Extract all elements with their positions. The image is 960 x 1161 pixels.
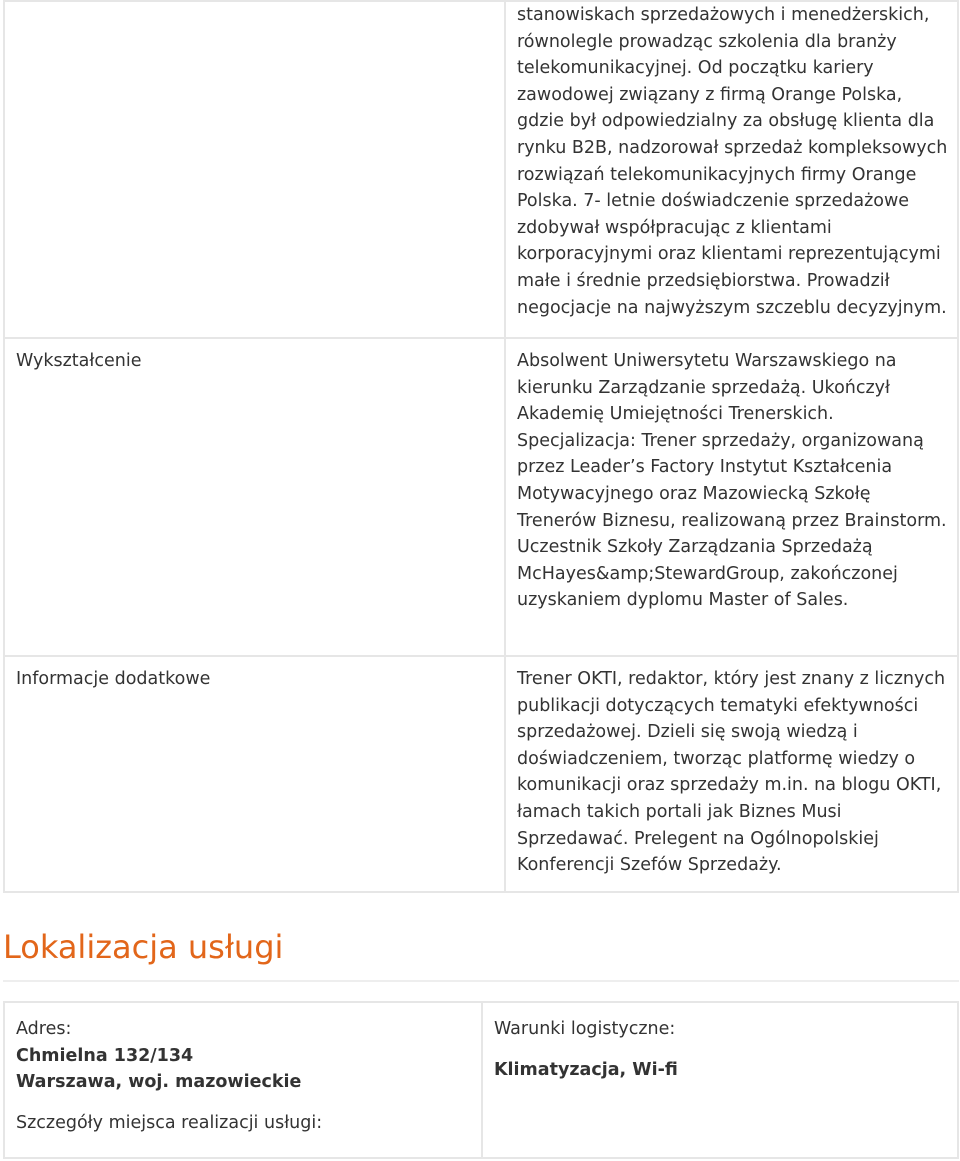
row-label-additional-info: Informacje dodatkowe [4,656,505,892]
table-row-education [4,338,958,656]
address-city: Warszawa, woj. mazowieckie [16,1072,302,1093]
table-row-experience [4,1,958,338]
logistics-label: Warunki logistyczne: [494,1019,676,1039]
table-row-additional-info [4,656,958,892]
location-box [3,1001,959,1159]
row-value-experience: stanowiskach sprzedażowych i menedżerskich, równolegle prowadząc szkolenia dla branży telekomunikacyjnej. Od początku kariery zawodowej związany z firmą Orange Polska, gdzie był odpowiedzialny za obsługę klienta dla rynku B2B, nadzorował sprzedaż kompleksowych rozwiązań telekomunikacyjnych firmy Orange Polska. 7- letnie doświadczenie sprzedażowe zdobywał współpracując z klientami korporacyjnymi oraz klientami reprezentującymi małe i średnie przedsiębiorstwa. Prowadził negocjacje na najwyższym szczeblu decyzyjnym. [505,1,958,338]
row-value-education: Absolwent Uniwersytetu Warszawskiego na kierunku Zarządzanie sprzedażą. Ukończył Akademię Umiejętności Trenerskich. Specjalizacja: Trener sprzedaży, organizowaną przez Leader’s Factory Instytut Kształcenia Motywacyjnego oraz Mazowiecką Szkołę Trenerów Biznesu, realizowaną przez Brainstorm. Uczestnik Szkoły Zarządzania Sprzedażą McHayes&amp;StewardGroup, zakończonej uzyskaniem dyplomu Master of Sales. [505,338,958,656]
section-divider [3,980,959,982]
address-street: Chmielna 132/134 [16,1045,194,1066]
logistics-column [483,1003,957,1157]
row-value-additional-info: Trener OKTI, redaktor, który jest znany z licznych publikacji dotyczących tematyki efektywności sprzedażowej. Dzieli się swoją wiedzą i doświadczeniem, tworząc platformę wiedzy o komunikacji oraz sprzedaży m.in. na blogu OKTI, łamach takich portali jak Biznes Musi Sprzedawać. Prelegent na Ogólnopolskiej Konferencji Szefów Sprzedaży. [505,656,958,892]
address-label: Adres: [16,1019,72,1039]
logistics-value: Klimatyzacja, Wi-fi [494,1059,678,1080]
section-title-location: Lokalizacja usługi [3,928,284,966]
trainer-info-table [3,0,959,893]
address-column [5,1003,483,1157]
row-label-experience [4,1,505,338]
row-label-education: Wykształcenie [4,338,505,656]
venue-details-label: Szczegóły miejsca realizacji usługi: [16,1112,323,1133]
